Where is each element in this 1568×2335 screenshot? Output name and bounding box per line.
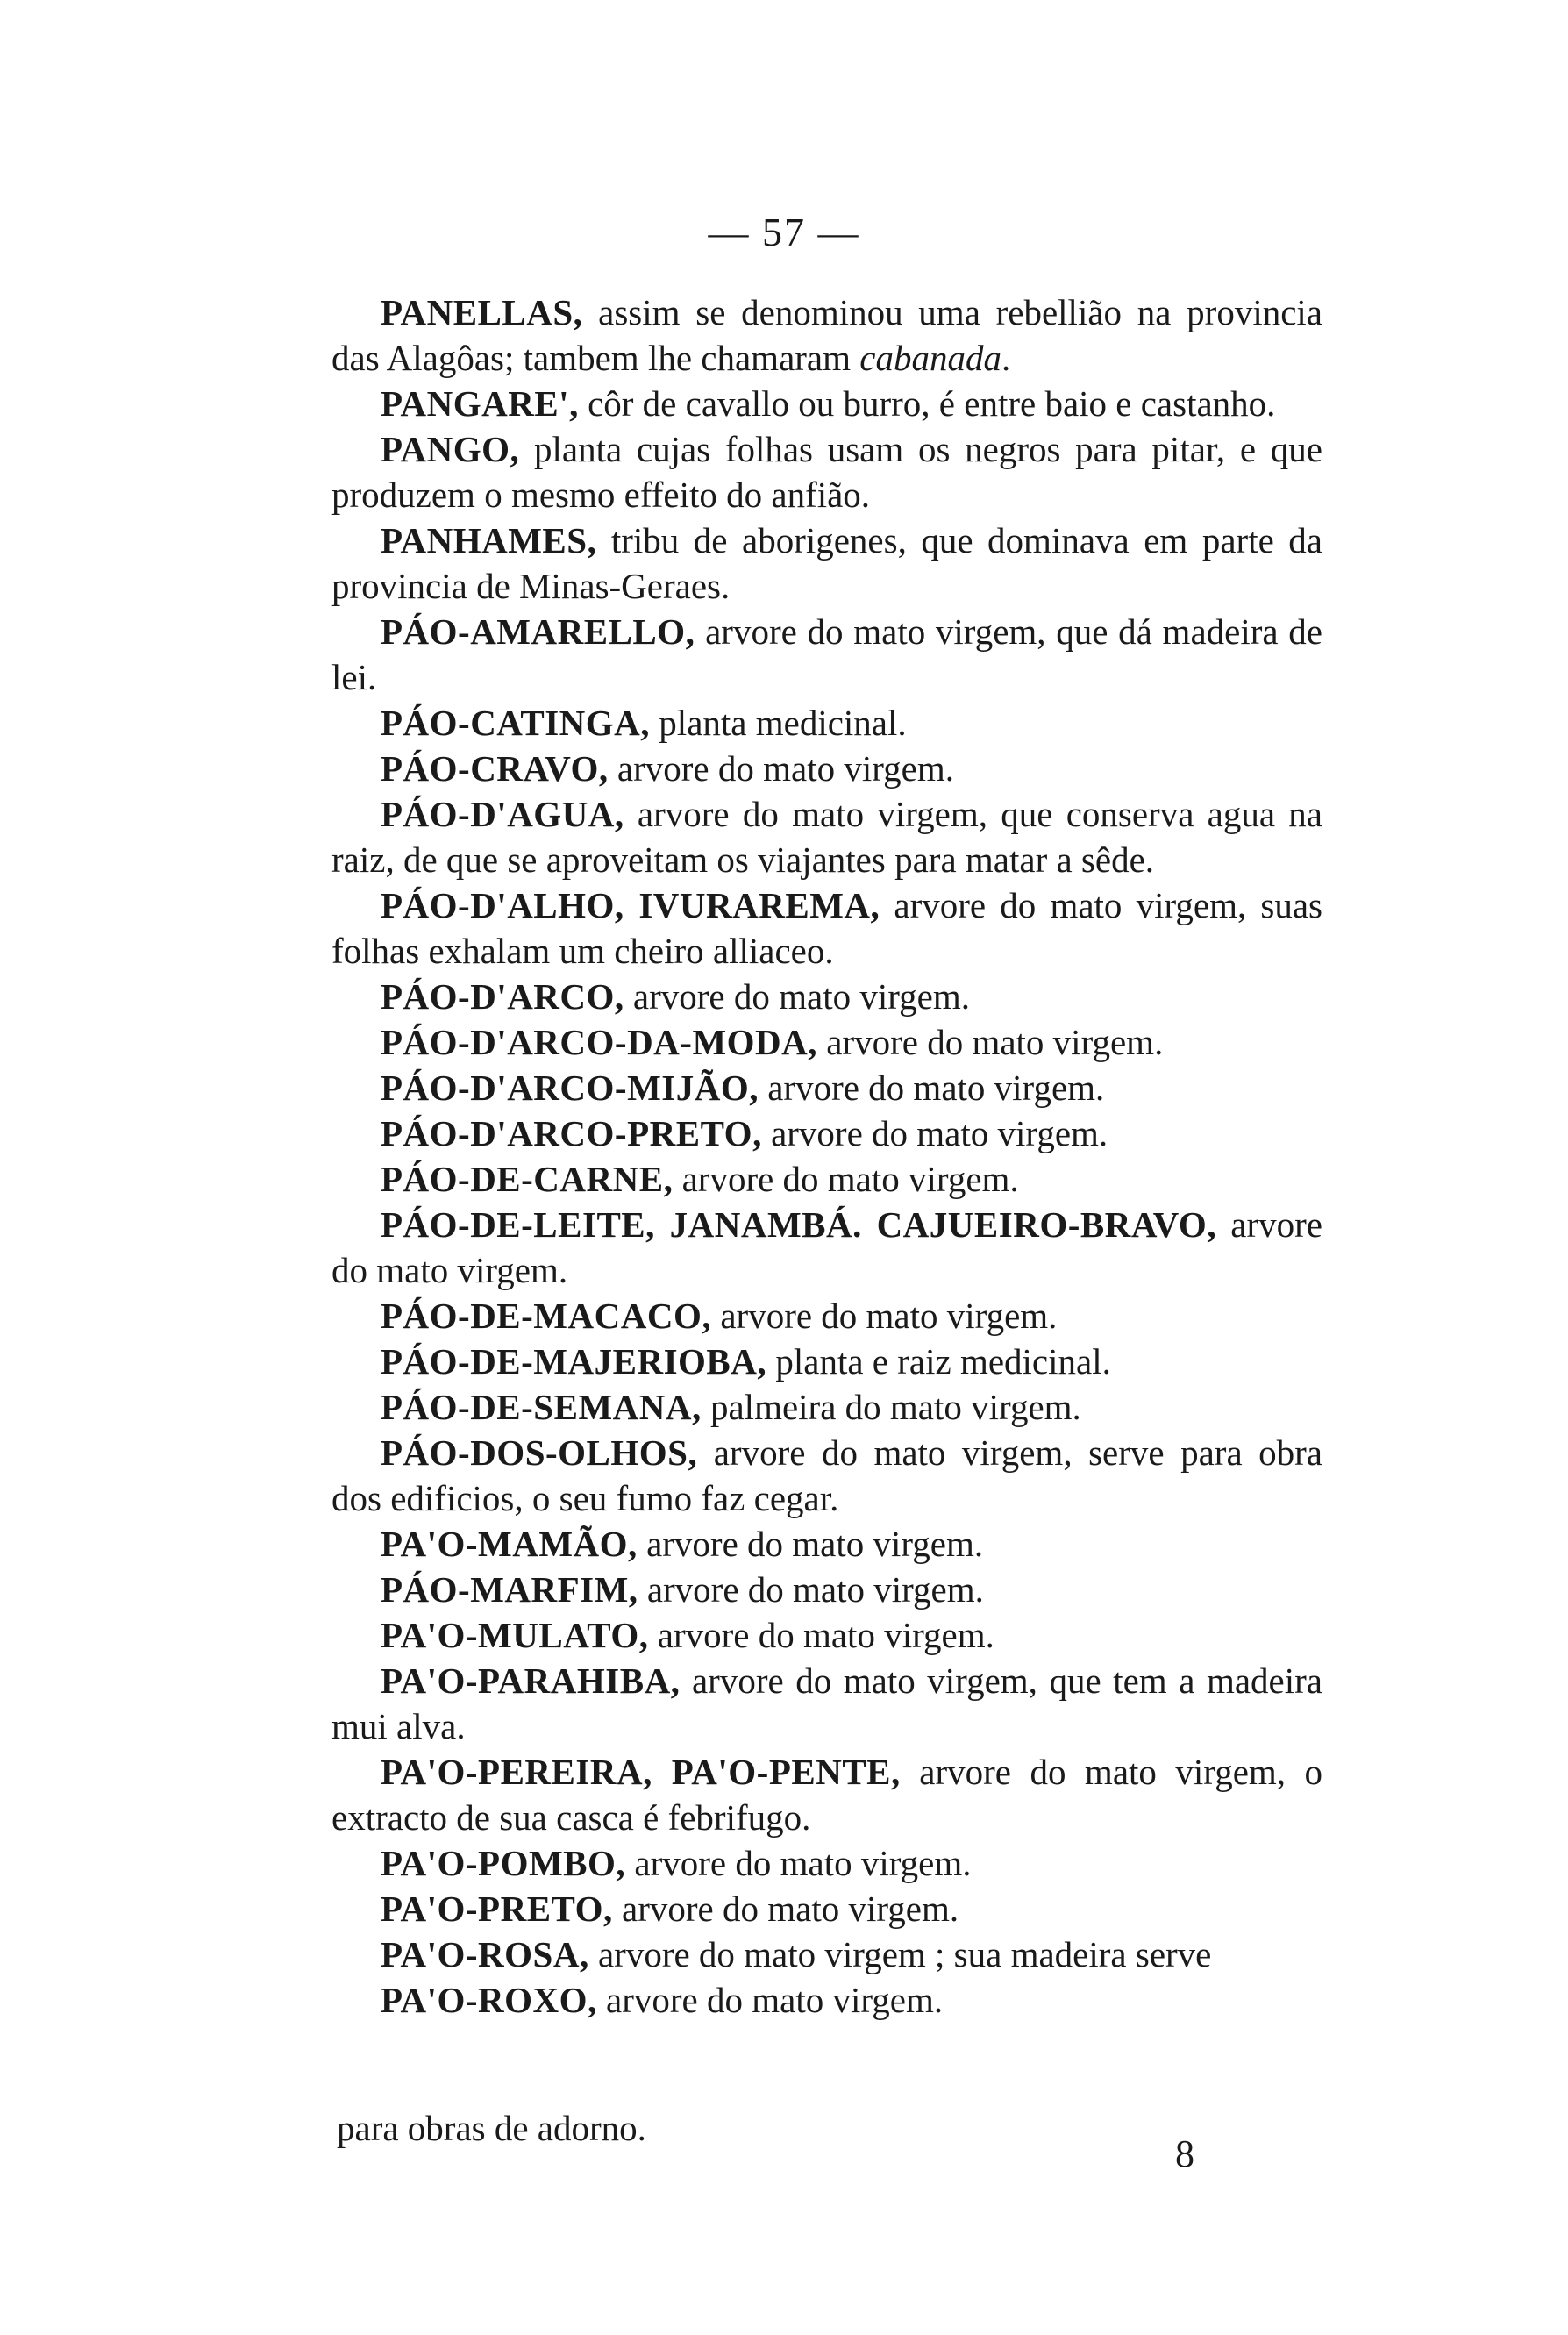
- entry-headword: PÁO-D'AGUA,: [381, 794, 624, 834]
- entry-headword: PA'O-PARAHIBA,: [381, 1660, 681, 1701]
- dictionary-entry: [331, 1019, 1322, 1065]
- dictionary-entry: [331, 1202, 1322, 1293]
- entry-definition: arvore do mato virgem, que dá madeira de lei.: [331, 611, 1322, 697]
- entry-headword: PA'O-MAMÃO,: [381, 1524, 638, 1564]
- entry-definition: arvore do mato virgem.: [612, 1889, 959, 1929]
- entry-definition: arvore do mato virgem.: [673, 1159, 1019, 1199]
- entry-headword: PA'O-MULATO,: [381, 1615, 649, 1655]
- entry-headword: PANELLAS,: [381, 292, 583, 332]
- entry-headword: PANHAMES,: [381, 520, 597, 561]
- dictionary-entry: [331, 1749, 1322, 1840]
- dictionary-entry: [331, 1612, 1322, 1658]
- entry-definition: arvore do mato virgem, que tem a madeira mui alva.: [331, 1660, 1322, 1746]
- entry-headword: PÁO-DE-MACACO,: [381, 1296, 712, 1336]
- entry-headword: PÁO-DE-MAJERIOBA,: [381, 1341, 767, 1382]
- dictionary-entry: [331, 1293, 1322, 1339]
- dictionary-entry: [331, 974, 1322, 1019]
- entry-headword: PÁO-DE-LEITE, JANAMBÁ. CAJUEIRO-BRAVO,: [381, 1204, 1217, 1245]
- entry-definition: planta cujas folhas usam os negros para pitar, e que produzem o mesmo effeito do anfião.: [331, 429, 1322, 515]
- entry-headword: PÁO-D'ALHO, IVURAREMA,: [381, 885, 880, 925]
- entry-definition: palmeira do mato virgem.: [701, 1387, 1081, 1427]
- dictionary-entry: [331, 1886, 1322, 1932]
- entry-definition: arvore do mato virgem.: [638, 1569, 984, 1610]
- dictionary-entry: [331, 289, 1322, 381]
- continuation-line: para obras de adorno.: [337, 2108, 646, 2148]
- dictionary-entry: [331, 1430, 1322, 1521]
- entry-definition: arvore do mato virgem.: [648, 1615, 994, 1655]
- dictionary-entry: [331, 518, 1322, 609]
- entry-definition: arvore do mato virgem.: [637, 1524, 984, 1564]
- entry-definition: arvore do mato virgem.: [331, 1204, 1323, 1290]
- entry-definition: arvore do mato virgem.: [608, 748, 954, 789]
- dictionary-entry: [331, 1384, 1322, 1430]
- dictionary-entry: [331, 1932, 1322, 1977]
- entry-emphasis: cabanada: [859, 338, 1001, 378]
- signature-mark: 8: [1175, 2132, 1194, 2175]
- dictionary-entry: [331, 426, 1322, 518]
- entry-definition: tribu de aborigenes, que dominava em parte da provincia de Minas-Geraes.: [331, 520, 1322, 606]
- entry-headword: PA'O-POMBO,: [381, 1843, 626, 1883]
- entry-definition: arvore do mato virgem, suas folhas exhalam um cheiro alliaceo.: [331, 885, 1323, 971]
- dictionary-entry: [331, 791, 1322, 882]
- dictionary-entry: [331, 1110, 1322, 1156]
- entry-headword: PÁO-CRAVO,: [381, 748, 609, 789]
- dictionary-entry: [331, 1567, 1322, 1612]
- entry-definition: arvore do mato virgem, serve para obra dos edificios, o seu fumo faz cegar.: [331, 1432, 1322, 1518]
- entry-headword: PA'O-PRETO,: [381, 1889, 613, 1929]
- entry-headword: PÁO-DOS-OLHOS,: [381, 1432, 698, 1473]
- entry-headword: PÁO-AMARELLO,: [381, 611, 695, 652]
- entry-headword: PÁO-D'ARCO-DA-MODA,: [381, 1022, 817, 1062]
- entry-definition: arvore do mato virgem ; sua madeira serve: [588, 1934, 1212, 1974]
- dictionary-entry: [331, 700, 1322, 746]
- entry-definition: arvore do mato virgem.: [761, 1113, 1108, 1153]
- dictionary-entry: [331, 609, 1322, 700]
- dictionary-entry: [331, 1521, 1322, 1567]
- entry-definition: arvore do mato virgem, que conserva agua na raiz, de que se aproveitam os viajantes para matar a sêde.: [331, 794, 1322, 880]
- entry-headword: PA'O-PEREIRA, PA'O-PENTE,: [381, 1752, 901, 1792]
- dictionary-entry: [331, 381, 1322, 426]
- page-number: — 57 —: [708, 210, 860, 254]
- entry-definition: arvore do mato virgem.: [817, 1022, 1164, 1062]
- entry-headword: PÁO-DE-SEMANA,: [381, 1387, 702, 1427]
- entry-headword: PA'O-ROSA,: [381, 1934, 589, 1974]
- entry-definition: arvore do mato virgem.: [711, 1296, 1058, 1336]
- dictionary-entry: [331, 882, 1322, 974]
- dictionary-entry: [331, 1658, 1322, 1749]
- dictionary-entry: [331, 1339, 1322, 1384]
- entry-definition: assim se denominou uma rebellião na provincia das Alagôas; tambem lhe chamaram: [331, 292, 1322, 378]
- entry-headword: PÁO-MARFIM,: [381, 1569, 638, 1610]
- entry-definition: arvore do mato virgem.: [596, 1980, 944, 2020]
- dictionary-entry: [331, 1977, 1322, 2023]
- entry-definition: planta medicinal.: [650, 703, 907, 743]
- entry-headword: PÁO-CATINGA,: [381, 703, 651, 743]
- entry-headword: PÁO-D'ARCO-MIJÃO,: [381, 1068, 759, 1108]
- dictionary-entry: [331, 1065, 1322, 1110]
- entry-definition: arvore do mato virgem.: [758, 1068, 1105, 1108]
- entry-definition: arvore do mato virgem.: [625, 1843, 972, 1883]
- entry-definition: arvore do mato virgem, o extracto de sua casca é febrifugo.: [331, 1752, 1323, 1838]
- entry-definition: côr de cavallo ou burro, é entre baio e castanho.: [578, 383, 1276, 424]
- entry-headword: PÁO-D'ARCO-PRETO,: [381, 1113, 762, 1153]
- dictionary-entry: [331, 746, 1322, 791]
- dictionary-entry: [331, 1156, 1322, 1202]
- entry-headword: PANGARE',: [381, 383, 579, 424]
- dictionary-entries: [331, 289, 1322, 2023]
- entry-headword: PÁO-D'ARCO,: [381, 976, 624, 1017]
- entry-definition: arvore do mato virgem.: [624, 976, 970, 1017]
- entry-headword: PA'O-ROXO,: [381, 1980, 597, 2020]
- entry-headword: PÁO-DE-CARNE,: [381, 1159, 674, 1199]
- entry-punctuation: .: [1001, 338, 1011, 378]
- dictionary-entry: [331, 1840, 1322, 1886]
- entry-headword: PANGO,: [381, 429, 520, 469]
- entry-definition: planta e raiz medicinal.: [766, 1341, 1111, 1382]
